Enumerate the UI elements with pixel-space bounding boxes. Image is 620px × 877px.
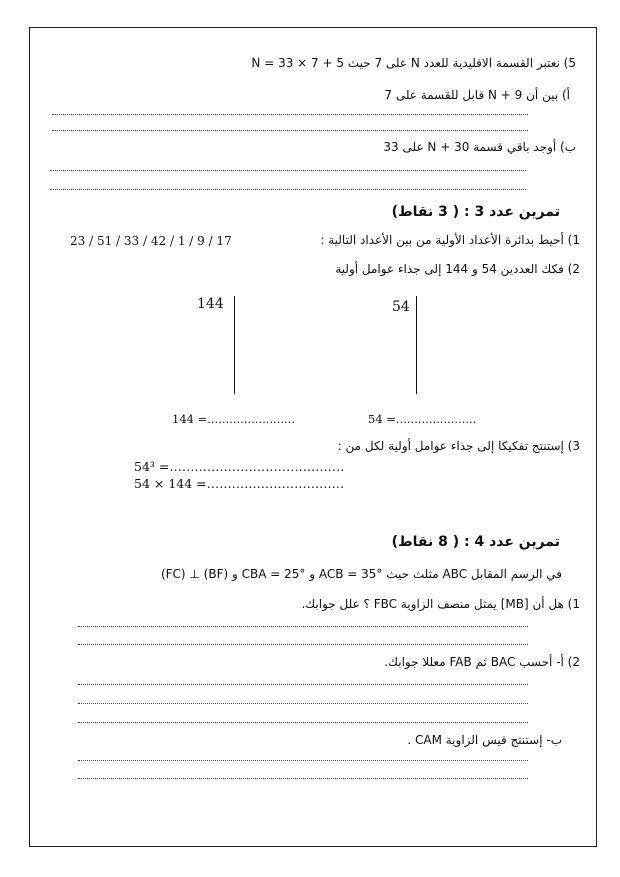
ex3-q1-numbers: 17 / 9 / 1 / 42 / 33 / 51 / 23	[70, 234, 232, 248]
ex3-q3-line1[interactable]: 54³ =……………………………………	[134, 459, 345, 474]
ex3-q3-line2[interactable]: 54 × 144 =……………………………	[134, 476, 345, 491]
division-line-54	[416, 296, 417, 394]
result-54[interactable]: 54 =......................	[368, 412, 477, 426]
ex3-q1-text: 1) أحيط بدائرة الأعداد الأولية من بين الأعداد التالية :	[320, 233, 580, 247]
q5-part-b: ب) أوجد باقي قسمة N + 30 على 33	[383, 140, 576, 154]
answer-line[interactable]	[50, 189, 526, 190]
division-line-144	[234, 296, 235, 394]
ex4-intro: في الرسم المقابل ABC مثلث حيث ACB = 35° و CBA = 25° و (BF) ⊥ (FC)	[160, 567, 562, 581]
ex4-q1: 1) هل أن [MB] يمثل منصف الزاوية FBC ؟ علل جوابك.	[301, 597, 580, 611]
result-144[interactable]: 144 =........................	[172, 412, 295, 426]
answer-line[interactable]	[78, 626, 528, 627]
exercise-3-title: تمرين عدد 3 : ( 3 نقاط)	[391, 204, 560, 220]
answer-line[interactable]	[52, 130, 528, 131]
exercise-4-title: تمرين عدد 4 : ( 8 نقاط)	[391, 534, 560, 550]
answer-line[interactable]	[78, 684, 528, 685]
answer-line[interactable]	[78, 703, 528, 704]
answer-line[interactable]	[52, 114, 528, 115]
answer-line[interactable]	[78, 722, 528, 723]
q5-part-a: أ) بين أن N + 9 قابل للقسمة على 7	[384, 88, 570, 102]
ex4-q2b: ب- إستنتج قيس الزاوية CAM .	[407, 733, 562, 747]
ex4-q2a: 2) أ- أحسب BAC ثم FAB معللا جوابك.	[384, 655, 580, 669]
q5-header: 5) نعتبر القسمة الاقليدية للعدد N على 7 حيث N = 33 × 7 + 5	[251, 56, 576, 70]
answer-line[interactable]	[78, 644, 528, 645]
answer-line[interactable]	[78, 760, 528, 761]
answer-line[interactable]	[78, 778, 528, 779]
number-144: 144	[197, 296, 224, 312]
number-54: 54	[392, 299, 410, 315]
answer-line[interactable]	[50, 170, 526, 171]
ex3-q3-text: 3) إستنتج تفكيكا إلى جذاء عوامل أولية لكل من :	[337, 439, 580, 453]
ex3-q2-text: 2) فكك العددين 54 و 144 إلى جذاء عوامل أولية	[335, 262, 580, 276]
